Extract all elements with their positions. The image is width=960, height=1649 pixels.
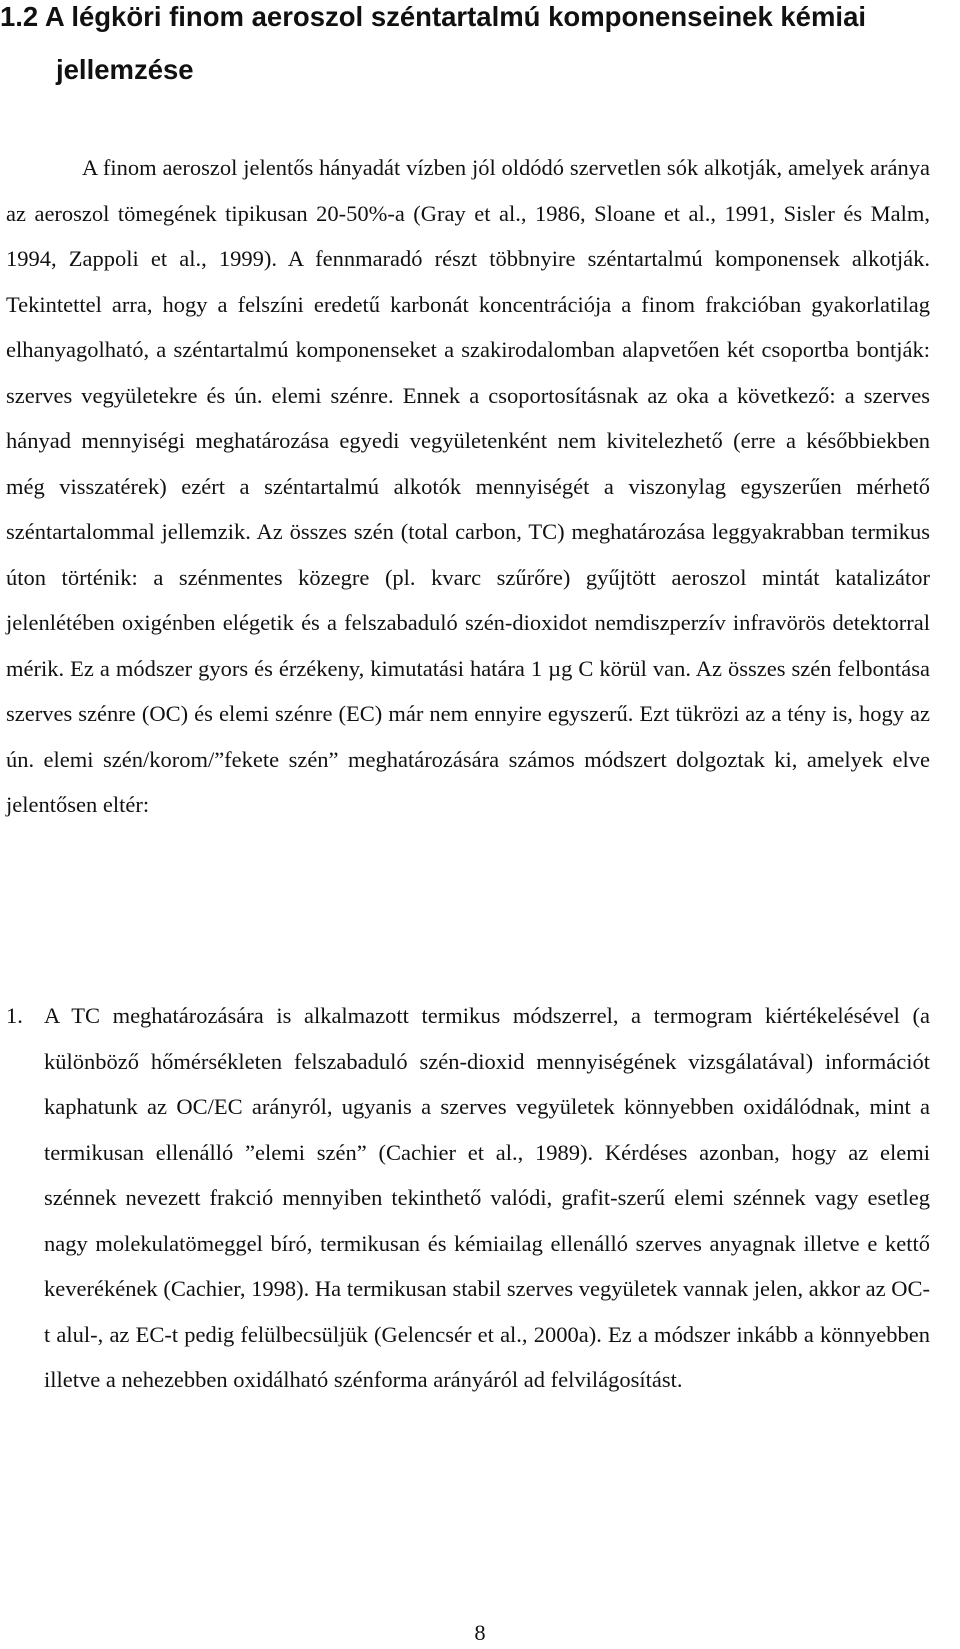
list-item-number: 1. [6,1003,23,1028]
list-item-text: A TC meghatározására is alkalmazott termikus módszerrel, a termogram kiértékelésével (a különböző hőmérsékleten felszabaduló szén-dioxid mennyiségének vizsgálatával) információt kaphatunk az OC/EC arányról, ugyanis a szerves vegyületek könnyebben oxidálódnak, mint a termikusan ellenálló ”elemi szén” (Cachier et al., 1989). Kérdéses azonban, hogy az elemi szénnek nevezett frakció mennyiben tekinthető valódi, grafit-szerű elemi szénnek vagy esetleg nagy molekulatömeggel bíró, termikusan és kémiailag ellenálló szerves anyagnak illetve e kettő keverékének (Cachier, 1998). Ha termikusan stabil szerves vegyületek vannak jelen, akkor az OC-t alul-, az EC-t pedig felülbecsüljük (Gelencsér et al., 2000a). Ez a módszer inkább a könnyebben illetve a nehezebben oxidálható szénforma arányáról ad felvilágosítást. [44,1003,930,1392]
section-heading-line-2: jellemzése [56,54,194,85]
page-number: 8 [474,1620,486,1645]
numbered-list-item [6,993,930,1403]
body-paragraph: A finom aeroszol jelentős hányadát vízben jól oldódó szervetlen sók alkotják, amelyek aránya az aeroszol tömegének tipikusan 20-50%-a (Gray et al., 1986, Sloane et al., 1991, Sisler és Malm, 1994, Zappoli et al., 1999). A fennmaradó részt többnyire széntartalmú komponensek alkotják. Tekintettel arra, hogy a felszíni eredetű karbonát koncentrációja a finom frakcióban gyakorlatilag elhanyagolható, a széntartalmú komponenseket a szakirodalomban alapvetően két csoportba bontják: szerves vegyületekre és ún. elemi szénre. Ennek a csoportosításnak az oka a következő: a szerves hányad mennyiségi meghatározása egyedi vegyületenként nem kivitelezhető (erre a későbbiekben még visszatérek) ezért a széntartalmú alkotók mennyiségét a viszonylag egyszerűen mérhető széntartalommal jellemzik. Az összes szén (total carbon, TC) meghatározása leggyakrabban termikus úton történik: a szénmentes közegre (pl. kvarc szűrőre) gyűjtött aeroszol mintát katalizátor jelenlétében oxigénben elégetik és a felszabaduló szén-dioxidot nemdiszperzív infravörös detektorral mérik. Ez a módszer gyors és érzékeny, kimutatási határa 1 µg C körül van. Az összes szén felbontása szerves szénre (OC) és elemi szénre (EC) már nem ennyire egyszerű. Ezt tükrözi az a tény is, hogy az ún. elemi szén/korom/”fekete szén” meghatározására számos módszert dolgoztak ki, amelyek elve jelentősen eltér: [6,155,930,817]
section-heading-line-1: 1.2 A légköri finom aeroszol széntartalmú komponenseinek kémiai [0,1,867,32]
